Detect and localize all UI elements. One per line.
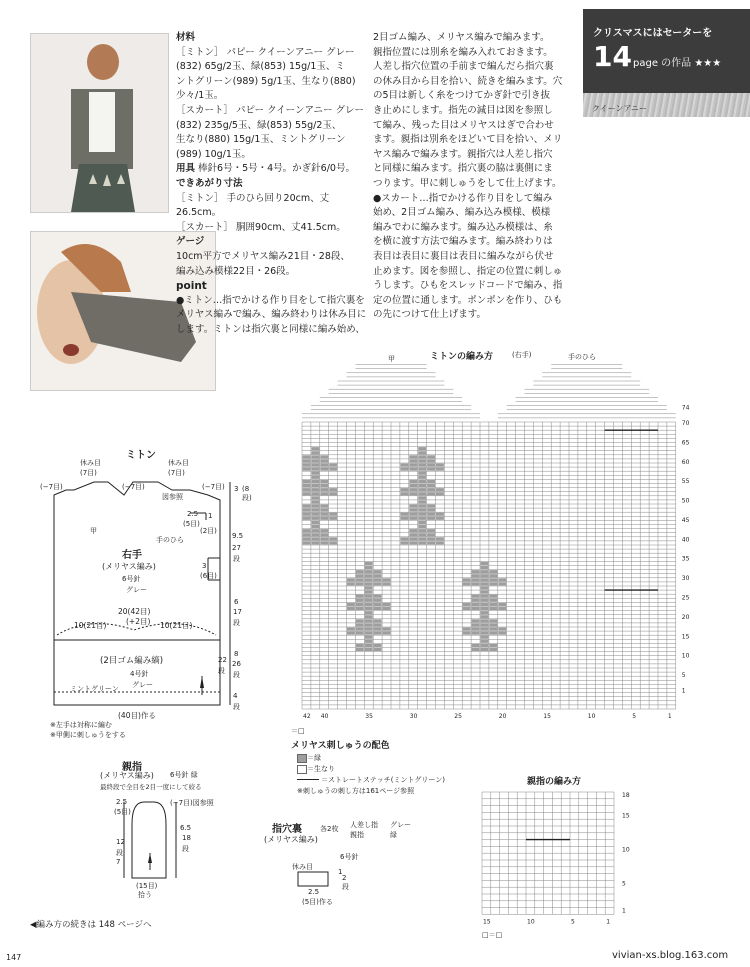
dim-label: 22 [218,656,227,664]
column-number: 10 [527,918,535,926]
dim-label: (8段) [242,485,252,502]
gauge-line: 10cm平方でメリヤス編み21目・28段、 [176,250,350,262]
dim-label: 27 [232,544,241,552]
point-line: メリヤス編みで編み、編み終わりは休み目に [176,309,367,321]
row-number: 60 [681,458,690,466]
materials-line: ［ミトン］ パピー クイーンアニー グレー [176,46,355,58]
dim-label: (2目) [200,527,217,535]
tools-heading: 用具 [176,163,196,175]
dim-label: (15目) [136,882,158,890]
instruction-line: ます。親指は別糸をほどいて目を拾い、メリ [373,134,563,146]
finger-color: グレー [390,821,411,829]
mitten-schematic [30,440,260,740]
point-line: します。ミトンは指穴裏と同様に編み始め、 [176,323,365,335]
instruction-line: 親指位置には別糸を編み入れておきます。 [373,46,553,58]
instruction-line: ●スカート…指でかける作り目をして編み [373,192,553,204]
instruction-line: て編み、残った目はメリヤスはぎで合わせ [373,119,554,131]
row-number: 30 [681,575,690,583]
instruction-line: 人差し指穴位置の手前まで編んだら指穴裏 [373,61,554,73]
thumb-chart-blank: □＝□ [482,931,503,939]
materials-line: 少々/1玉。 [176,90,224,102]
column-number: 10 [587,713,596,720]
page-number: 147 [6,953,22,962]
row-number: 5 [622,880,626,888]
column-number: 5 [571,918,575,926]
see-figure-label: 図参照 [162,493,183,501]
dim-label: 1 [338,868,343,876]
materials-line: (989) 10g/1玉。 [176,148,251,160]
finger-color: 緑 [390,831,397,839]
row-number: 1 [622,907,626,915]
legend-blank: ＝□ [291,727,305,735]
row-number: 20 [681,613,690,621]
mitten-chart-grid [290,360,710,730]
mitten-top-shaping [302,365,676,418]
dim-label: 8 [234,650,239,658]
instruction-line: 表目は表目に裏目は表目に編みながら伏せ [373,250,554,262]
series-title: クリスマスにはセーターを [593,28,713,39]
point-line: ●ミトン…指でかける作り目をして指穴裏を [176,294,365,306]
instruction-line: つります。甲に刺しゅうをして仕上げます。 [373,177,562,189]
note-mirror: ※左手は対称に編む [50,721,112,729]
stockinette-label: (メリヤス編み) [102,562,156,571]
color-label: ミントグリーン [70,685,119,693]
instruction-line: と同様に編みます。指穴裏の脇は裏側にま [373,163,553,175]
mitten-grid-lines [302,422,676,709]
row-number: 15 [681,633,690,641]
legend-swatch-green [297,754,307,763]
finger-hole-schematic [258,820,438,910]
row-number: 45 [681,516,690,524]
mitten-title: ミトン [126,450,156,461]
dim-label: 2.5 [308,888,320,896]
dim-label: 12 [116,838,125,846]
needle-label: 6号針 [122,575,141,583]
column-number: 1 [606,918,611,926]
row-number: 25 [681,594,690,602]
dim-label: 6.5 [180,824,192,832]
dim-label: 段 [342,883,349,891]
size-line: ［ミトン］ 手のひら回り20cm、丈26.5cm。 [176,192,330,219]
dim-label: 拾う [138,891,152,899]
materials-line: (832) 65g/2玉、緑(853) 15g/1玉、ミ [176,61,345,73]
pattern-page-number: 14 [593,40,632,73]
legend-line-straight [297,779,319,780]
continue-note: ◀編み方の続きは 148 ページへ [30,920,152,930]
dim-label: (−7目)図参照 [170,799,214,807]
dim-label: 1 [208,512,213,520]
dim-label: 2 [342,874,347,882]
palm-label: 手のひら [156,536,184,544]
column-number: 40 [320,713,329,720]
tools-text: 棒針6号・5号・4号。かぎ針6/0号。 [198,163,355,175]
dim-label: (6目) [200,572,217,580]
gauge-line: 編み込み模様22目・26段。 [176,265,296,277]
instruction-line: 2目ゴム編み、メリヤス編みで編みます。 [373,32,550,43]
thumb-chart-title: 親指の編み方 [527,777,582,787]
dim-label: (5目) [114,808,131,816]
dim-label: 段 [233,671,240,679]
instruction-line: き止めにします。指先の減目は図を参照し [373,104,553,116]
column-number: 30 [409,713,418,720]
legend-item: ＝緑 [307,754,321,762]
row-number: 65 [681,439,690,447]
legend-item: ＝生なり [307,765,335,773]
chart-back-label: 甲 [388,355,395,363]
column-number: 1 [667,713,672,720]
legend-straight: ＝ストレートステッチ(ミントグリーン) [321,776,445,784]
mitten-chart-title: ミトンの編み方 [430,352,494,362]
point-heading: point [176,280,207,293]
column-number: 5 [632,713,637,720]
finger-needle: 6号針 [340,853,359,861]
dim-label: 3 [202,562,207,570]
materials-line: ントグリーン(989) 5g/1玉、生なり(880) [176,75,356,87]
dim-label: 6 [234,598,239,606]
materials-line: 生なり(880) 15g/1玉、ミントグリーン [176,134,346,146]
dim-label: 2.5 [116,798,128,806]
size-line: ［スカート］ 胴囲90cm、丈41.5cm。 [176,221,346,233]
finger-label: 親指 [350,831,364,839]
materials-line: (832) 235g/5玉、緑(853) 55g/2玉、 [176,119,342,131]
legend-swatch-ecru [297,765,307,774]
mitten-chart-side: (右手) [512,351,532,359]
chart-palm-label: 手のひら [568,353,596,361]
instruction-line: 止めます。図を参照し、指定の位置に刺しゅ [373,265,563,277]
instruction-line: を横に渡す方法で編みます。編み終わりは [373,236,553,248]
instruction-line: 始め、2目ゴム編み、編み込み模様、模様 [373,207,551,219]
width-label: 10(21目) [160,621,193,630]
dim-label: (5目) [183,520,200,528]
dim-label: 段 [116,849,123,857]
instruction-line: ヤス編みで編みます。親指穴は人差し指穴 [373,148,553,160]
column-number: 35 [365,713,373,720]
width-label: (+2目) [126,617,151,626]
finger-rest: 休み目 [292,863,313,871]
materials-heading: 材料 [176,32,196,43]
legend-title: メリヤス刺しゅうの配色 [291,741,390,751]
materials-line: ［スカート］ パピー クイーンアニー グレー [176,104,365,116]
column-number: 20 [498,713,507,720]
thumb-stockinette: (メリヤス編み) [100,771,154,780]
column-number: 25 [454,713,462,720]
finger-hole-title: 指穴裏 [272,824,302,835]
instruction-line: の休み目から目を拾い、続きを編みます。穴 [373,75,563,87]
pattern-page-suffix: page の作品 ★★★ [633,58,722,69]
dim-label: 段 [233,555,240,563]
row-number: 18 [622,792,630,799]
row-number: 70 [681,420,690,427]
column-number: 15 [483,918,491,926]
width-label: 10(21目) [74,621,107,630]
row-number: 74 [681,404,690,412]
rib-label: (2目ゴム編み縞) [100,656,164,666]
row-number: 35 [681,555,690,563]
thumb-grid-lines [482,792,614,914]
gauge-heading: ゲージ [176,236,205,248]
row-number: 5 [681,672,686,680]
dim-label: 段 [233,619,240,627]
embroidery-legend [291,726,491,796]
instructions-section [373,31,581,323]
thumb-chart-grid [480,786,650,926]
finger-hole-stockinette: (メリヤス編み) [264,835,318,844]
dim-label: 26 [232,660,241,668]
dim-label: 段 [218,667,225,675]
cast-on-label: (40目)作る [118,711,156,720]
dim-label: 3 [234,485,239,493]
dim-label: 4 [233,692,238,700]
note-embroidery: ※甲側に刺しゅうをする [50,731,126,739]
dim-label: 17 [233,608,242,616]
row-number: 10 [622,846,630,854]
thumb-needle: 6号針 緑 [170,771,198,779]
finger-label: 人差し指 [350,821,378,829]
dim-label: 段 [182,845,189,853]
thumb-title: 親指 [122,762,142,773]
back-label: 甲 [90,527,97,535]
row-number: 10 [681,652,690,660]
decrease-label: (−7目) [122,483,145,491]
yarn-label: クイーンアニー [592,104,648,113]
row-number: 50 [681,497,690,505]
materials-section [176,31,370,337]
width-label: 20(42目) [118,607,151,616]
column-number: 42 [303,713,311,720]
needle-label: 4号針 [130,670,149,678]
instruction-line: 編みでわに編みます。編み込み模様は、糸 [373,221,553,233]
column-number: 15 [543,713,551,720]
rest-stitches-left: 休み目 (7目) [80,459,101,477]
row-number: 55 [681,478,690,486]
color-label: グレー [132,681,153,689]
finger-hole-count: 各2枚 [320,825,339,833]
photo-mitten-skirt [30,33,169,213]
dim-label: (5目)作る [302,898,333,906]
rest-stitches-right: 休み目 (7目) [168,459,189,477]
instruction-line: の5目は新しく糸をつけてかぎ針で引き抜 [373,90,551,102]
legend-ref: ※刺しゅうの刺し方は161ページ参照 [297,787,415,795]
thumb-schematic [80,758,270,898]
dim-label: 9.5 [232,532,244,540]
instruction-line: 定の位置に通します。ポンポンを作り、ひも [373,294,563,306]
instruction-line: うします。ひもをスレッドコードで編み、指 [373,280,563,292]
dim-label: 7 [116,858,121,866]
row-number: 1 [681,687,686,695]
watermark: vivian-xs.blog.163.com [612,950,729,961]
row-number: 40 [681,536,690,544]
thumb-final-row: 最終段で全目を2目一度にして絞る [100,783,202,791]
decrease-label: (−7目) [202,483,225,491]
dim-label: 2.5 [187,510,199,518]
decrease-label: (−7目) [40,483,63,491]
color-label: グレー [126,586,147,594]
size-heading: できあがり寸法 [176,177,243,189]
dim-label: 段 [233,703,240,711]
instruction-line: の先につけて仕上げます。 [373,309,487,321]
right-hand-label: 右手 [122,550,142,561]
row-number: 15 [622,812,630,820]
dim-label: 18 [182,834,191,842]
